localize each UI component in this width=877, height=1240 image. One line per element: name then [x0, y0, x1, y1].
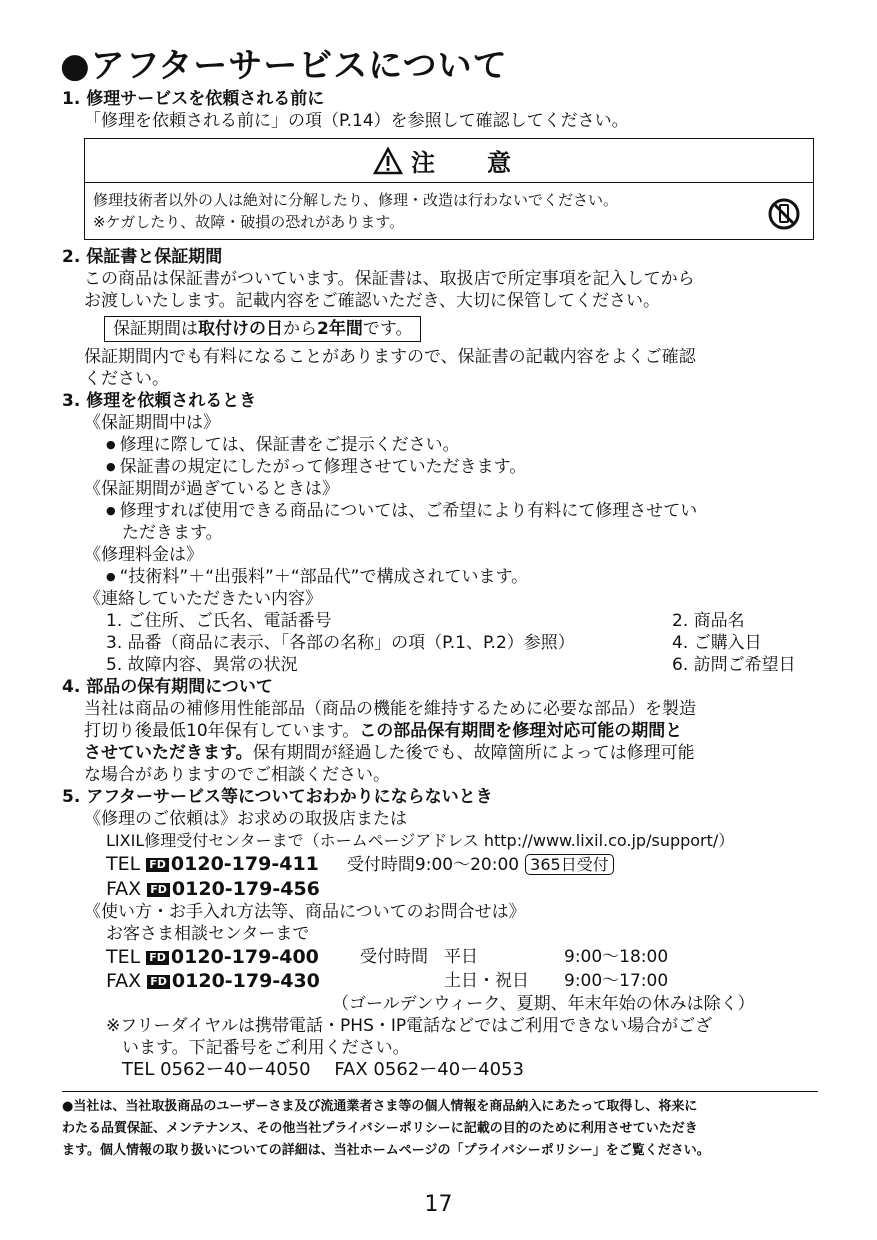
freedial-icon: FD	[147, 975, 170, 989]
fax-line	[62, 877, 822, 901]
contact-item: 2. 商品名	[672, 611, 745, 631]
warranty-text-a: 保証期間は	[113, 319, 198, 339]
bullet-item: ● 保証書の規定にしたがって修理させていただきます。	[62, 456, 822, 478]
no-disassembly-icon	[767, 197, 801, 231]
contact-item: 4. ご購入日	[672, 633, 762, 653]
caution-title: 注 意	[411, 149, 525, 177]
caution-box	[84, 138, 814, 240]
contact-item: 1. ご住所、ご氏名、電話番号	[106, 611, 332, 631]
sub-heading: 《連絡していただきたい内容》	[84, 589, 322, 609]
weekday-hours: 9:00～18:00	[564, 947, 669, 967]
bullet-item-continued: ただきます。	[122, 523, 223, 543]
caution-line-1: 修理技術者以外の人は絶対に分解したり、修理・改造は行わないでください。	[93, 191, 619, 209]
section-4-line	[62, 720, 822, 742]
page-content	[62, 44, 822, 1162]
freedial-icon: FD	[147, 883, 170, 897]
contact-item: 6. 訪問ご希望日	[672, 655, 796, 675]
page-title: ●アフターサービスについて	[60, 46, 508, 86]
section-2-heading: 2. 保証書と保証期間	[62, 247, 223, 267]
contact-item-row	[62, 610, 822, 632]
tel-number: 0120-179-400	[170, 946, 319, 968]
reception-hours: 受付時間9:00～20:00	[346, 855, 520, 875]
section-2-text-1: この商品は保証書がついています。保証書は、取扱店で所定事項を記入してから	[84, 269, 695, 289]
reception-hours-label: 受付時間	[360, 947, 428, 967]
center-name: お客さま相談センターまで	[106, 924, 310, 944]
section-2-text-4: ください。	[84, 369, 169, 389]
section-2-text-2: お渡しいたします。記載内容をご確認いただき、大切に保管してください。	[84, 291, 660, 311]
contact-item-row	[62, 654, 822, 676]
sub-heading: 《保証期間が過ぎているときは》	[84, 479, 339, 499]
warranty-text-c: から	[283, 319, 317, 339]
sub-heading: 《修理料金は》	[84, 545, 203, 565]
holiday-note: （ゴールデンウィーク、夏期、年末年始の休みは除く）	[332, 994, 755, 1014]
privacy-notice	[62, 1096, 822, 1162]
weekend-hours: 9:00～17:00	[564, 971, 669, 991]
contact-item: 3. 品番（商品に表示、「各部の名称」の項（P.1、P.2）参照）	[106, 633, 575, 653]
contact-item-row	[62, 632, 822, 654]
note-line: います。下記番号をご利用ください。	[122, 1038, 410, 1058]
warranty-period-box	[104, 316, 421, 342]
bullet-item: ● 修理すれば使用できる商品については、ご希望により有料にて修理させてい	[62, 500, 822, 522]
section-4-line	[62, 742, 822, 764]
warning-triangle-icon	[373, 147, 403, 175]
section-4-line: 当社は商品の補修用性能部品（商品の機能を維持するために必要な部品）を製造	[84, 699, 696, 719]
fax-line	[62, 969, 822, 993]
footer-divider	[62, 1091, 818, 1092]
section-4-heading: 4. 部品の保有期間について	[62, 677, 273, 697]
bullet-item: ● 修理に際しては、保証書をご提示ください。	[62, 434, 822, 456]
tel-label: TEL	[106, 853, 141, 875]
section-1-heading: 1. 修理サービスを依頼される前に	[62, 89, 325, 109]
privacy-line: ●当社は、当社取扱商品のユーザーさま及び流通業者さま等の個人情報を商品納入にあたって取得し、将来に	[62, 1099, 698, 1114]
open-365-badge: 365日受付	[525, 854, 614, 875]
privacy-line: わたる品質保証、メンテナンス、その他当社プライバシーポリシーに記載の目的のために利用させていただき	[62, 1121, 698, 1136]
section-4-emphasis: させていただきます。	[84, 743, 253, 763]
section-1-text: 「修理を依頼される前に」の項（P.14）を参照して確認してください。	[84, 111, 629, 131]
lixil-center-line: LIXIL修理受付センターまで（ホームページアドレス http://www.lixil.co.jp/support/）	[106, 831, 735, 850]
section-4-emphasis: この部品保有期間を修理対応可能の期間と	[359, 721, 683, 741]
privacy-line: ます。個人情報の取り扱いについての詳細は、当社ホームページの「プライバシーポリシー」をご覧ください。	[62, 1143, 710, 1158]
tel-line	[62, 945, 822, 969]
section-4-text: 保有期間が経過した後でも、故障箇所によっては修理可能	[252, 743, 695, 763]
weekday-label: 平日	[444, 947, 478, 967]
sub-heading: 《保証期間中は》	[84, 413, 220, 433]
caution-line-2: ※ケガしたり、故障・破損の恐れがあります。	[93, 213, 405, 231]
tel-number: 0120-179-411	[170, 853, 319, 875]
warranty-text-e: です。	[362, 319, 413, 339]
weekend-label: 土日・祝日	[444, 971, 529, 991]
sub-heading: 《修理のご依頼は》お求めの取扱店または	[84, 809, 407, 829]
tel-line	[62, 852, 822, 877]
fax-number: 0120-179-430	[171, 970, 320, 992]
section-3-heading: 3. 修理を依頼されるとき	[62, 391, 257, 411]
sub-heading: 《使い方・お手入れ方法等、商品についてのお問合せは》	[84, 902, 526, 922]
fax-label: FAX	[106, 970, 142, 992]
caution-header	[85, 139, 813, 183]
warranty-text-d: 2年間	[317, 319, 363, 339]
fax-number: 0120-179-456	[171, 878, 320, 900]
page-number: 17	[424, 1192, 453, 1217]
note-line: ※フリーダイヤルは携帯電話・PHS・IP電話などではご利用できない場合がござ	[106, 1016, 713, 1036]
warranty-text-b: 取付けの日	[198, 319, 283, 339]
alternate-numbers: TEL 0562ー40ー4050 FAX 0562ー40ー4053	[122, 1059, 524, 1080]
freedial-icon: FD	[146, 858, 169, 872]
contact-item: 5. 故障内容、異常の状況	[106, 655, 298, 675]
caution-body	[85, 183, 813, 239]
section-4-line: な場合がありますのでご相談ください。	[84, 765, 390, 785]
section-5-heading: 5. アフターサービス等についておわかりにならないとき	[62, 787, 493, 807]
section-4-text: 打切り後最低10年保有しています。	[84, 721, 360, 741]
section-2-text-3: 保証期間内でも有料になることがありますので、保証書の記載内容をよくご確認	[84, 347, 696, 367]
fax-label: FAX	[106, 878, 142, 900]
freedial-icon: FD	[146, 951, 169, 965]
bullet-item: ● “技術料”＋“出張料”＋“部品代”で構成されています。	[62, 566, 822, 588]
tel-label: TEL	[106, 946, 141, 968]
